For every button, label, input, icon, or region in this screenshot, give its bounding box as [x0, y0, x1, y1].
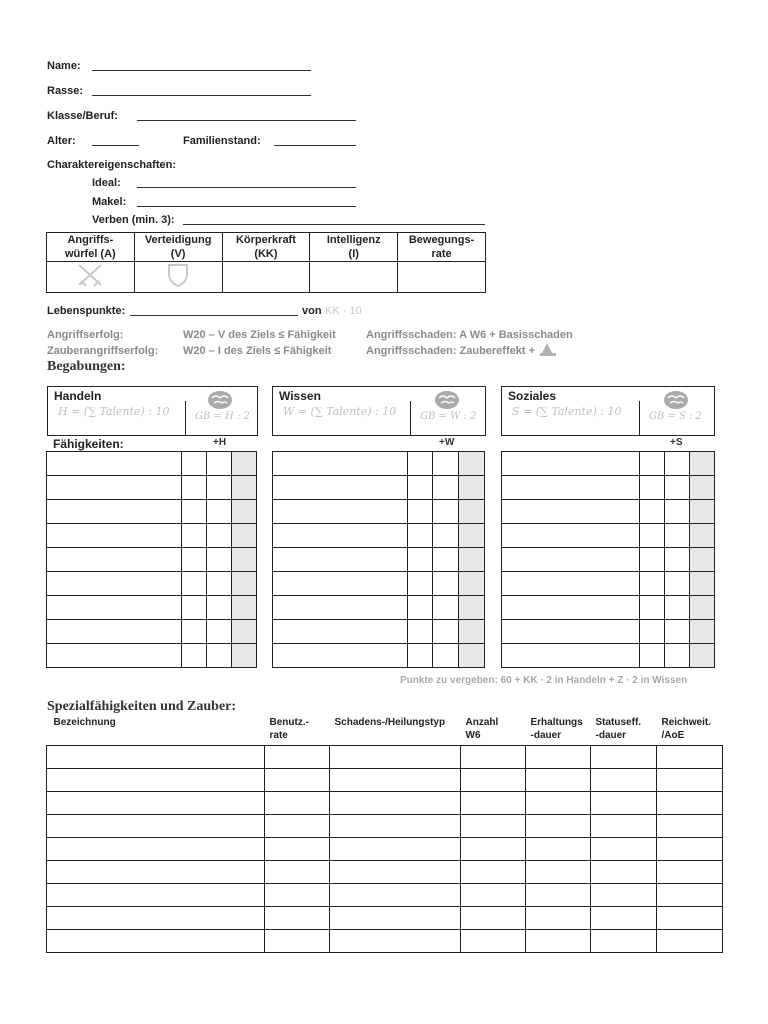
special-col-status: Statuseff. -dauer	[595, 717, 642, 741]
spell-success-label: Zauberangriffserfolg:	[47, 345, 159, 357]
brain-icon	[433, 389, 461, 411]
talent-formula-soziales: S = (∑ Talente) : 10	[512, 405, 622, 418]
skill-name-cell[interactable]	[47, 524, 182, 548]
flaw-label: Makel:	[92, 196, 127, 208]
skill-value-cell[interactable]	[432, 644, 459, 668]
skill-name-cell[interactable]	[502, 596, 640, 620]
brain-icon	[206, 389, 234, 411]
brain-icon	[662, 389, 690, 411]
skill-value-cell[interactable]	[206, 572, 232, 596]
skill-name-cell[interactable]	[47, 500, 182, 524]
special-col-damage-type: Schadens-/Heilungstyp	[334, 717, 446, 728]
skill-value-cell[interactable]	[459, 596, 485, 620]
skill-value-cell[interactable]	[664, 644, 690, 668]
skill-value-cell[interactable]	[206, 476, 232, 500]
special-header-row	[47, 714, 723, 745]
crossed-swords-icon	[75, 262, 105, 288]
special-cell[interactable]	[591, 814, 657, 837]
skill-value-cell[interactable]	[690, 500, 715, 524]
skill-row	[502, 596, 715, 620]
attr-movement-cell[interactable]	[398, 262, 486, 293]
skill-name-cell[interactable]	[502, 524, 640, 548]
wizard-hat-icon	[540, 342, 556, 357]
talent-box-wissen	[272, 386, 486, 436]
skill-row	[47, 572, 257, 596]
special-cell[interactable]	[47, 883, 265, 906]
traits-label: Charaktereigenschaften:	[47, 159, 176, 171]
name-field[interactable]	[92, 70, 311, 71]
special-cell[interactable]	[591, 791, 657, 814]
skill-row	[273, 500, 485, 524]
skills-table-wissen	[272, 451, 485, 668]
talent-box-soziales	[501, 386, 715, 436]
special-cell[interactable]	[657, 837, 723, 860]
talent-title-handeln: Handeln	[54, 389, 102, 403]
skill-value-cell[interactable]	[459, 452, 485, 476]
skill-value-cell[interactable]	[232, 572, 257, 596]
skill-value-cell[interactable]	[459, 620, 485, 644]
special-cell[interactable]	[657, 860, 723, 883]
skill-name-cell[interactable]	[273, 452, 408, 476]
special-cell[interactable]	[330, 906, 461, 929]
skill-value-cell[interactable]	[432, 476, 459, 500]
skill-row	[273, 452, 485, 476]
special-cell[interactable]	[526, 814, 591, 837]
skill-name-cell[interactable]	[502, 476, 640, 500]
skills-label: Fähigkeiten:	[53, 437, 124, 451]
skill-value-cell[interactable]	[182, 548, 207, 572]
special-cell[interactable]	[265, 906, 330, 929]
name-label: Name:	[47, 60, 81, 72]
special-cell[interactable]	[526, 906, 591, 929]
skill-value-cell[interactable]	[690, 452, 715, 476]
skill-value-cell[interactable]	[182, 500, 207, 524]
age-label: Alter:	[47, 135, 76, 147]
skill-name-cell[interactable]	[502, 572, 640, 596]
special-cell[interactable]	[591, 837, 657, 860]
special-cell[interactable]	[591, 768, 657, 791]
skill-row	[47, 644, 257, 668]
skill-value-cell[interactable]	[459, 500, 485, 524]
skill-row	[47, 476, 257, 500]
special-cell[interactable]	[265, 929, 330, 952]
special-cell[interactable]	[461, 906, 526, 929]
skill-row	[502, 572, 715, 596]
skill-value-cell[interactable]	[640, 548, 665, 572]
special-col-dice: Anzahl W6	[465, 717, 499, 741]
special-col-usage: Benutz.- rate	[269, 717, 309, 741]
skills-table-soziales	[501, 451, 715, 668]
skill-value-cell[interactable]	[232, 500, 257, 524]
attack-success-formula: W20 – V des Ziels ≤ Fähigkeit	[183, 329, 336, 341]
skill-value-cell[interactable]	[664, 596, 690, 620]
attr-header-intelligence: Intelligenz (I)	[310, 233, 398, 262]
skill-value-cell[interactable]	[432, 500, 459, 524]
attr-defense-cell[interactable]	[134, 262, 222, 293]
skill-row	[273, 644, 485, 668]
race-label: Rasse:	[47, 85, 84, 97]
special-cell[interactable]	[330, 929, 461, 952]
skill-row	[502, 548, 715, 572]
skill-value-cell[interactable]	[664, 452, 690, 476]
ideal-field[interactable]	[137, 187, 356, 188]
special-cell[interactable]	[330, 883, 461, 906]
special-cell[interactable]	[461, 883, 526, 906]
skill-value-cell[interactable]	[432, 524, 459, 548]
special-cell[interactable]	[526, 768, 591, 791]
life-von: von	[302, 305, 322, 317]
special-cell[interactable]	[461, 860, 526, 883]
skill-value-cell[interactable]	[640, 620, 665, 644]
special-cell[interactable]	[461, 837, 526, 860]
skill-value-cell[interactable]	[664, 620, 690, 644]
skill-row	[502, 500, 715, 524]
skill-value-cell[interactable]	[408, 572, 433, 596]
skill-row	[273, 476, 485, 500]
special-cell[interactable]	[330, 768, 461, 791]
skill-value-cell[interactable]	[640, 524, 665, 548]
skill-row	[273, 524, 485, 548]
special-cell[interactable]	[526, 791, 591, 814]
skill-value-cell[interactable]	[232, 548, 257, 572]
life-field[interactable]	[130, 315, 298, 316]
special-cell[interactable]	[265, 837, 330, 860]
shield-icon	[165, 262, 191, 288]
skill-value-cell[interactable]	[640, 644, 665, 668]
talent-gb-wissen: GB = W : 2	[420, 411, 477, 422]
special-cell[interactable]	[47, 745, 265, 768]
special-row	[47, 906, 723, 929]
skill-value-cell[interactable]	[432, 620, 459, 644]
skill-value-cell[interactable]	[206, 500, 232, 524]
skill-value-cell[interactable]	[664, 524, 690, 548]
skill-name-cell[interactable]	[502, 500, 640, 524]
skill-row	[47, 596, 257, 620]
skill-name-cell[interactable]	[273, 644, 408, 668]
attr-header-movement: Bewegungs- rate	[398, 233, 486, 262]
skill-name-cell[interactable]	[502, 644, 640, 668]
special-row	[47, 929, 723, 952]
skill-value-cell[interactable]	[459, 548, 485, 572]
skills-table-handeln	[46, 451, 257, 668]
special-cell[interactable]	[461, 929, 526, 952]
talent-formula-wissen: W = (∑ Talente) : 10	[283, 405, 397, 418]
attr-header-attack: Angriffs- würfel (A)	[47, 233, 135, 262]
talent-box-handeln	[47, 386, 258, 436]
plus-h: +H	[213, 437, 227, 448]
talent-formula-handeln: H = (∑ Talente) : 10	[58, 405, 170, 418]
points-note: Punkte zu vergeben: 60 + KK · 2 in Handeln + Z · 2 in Wissen	[400, 675, 688, 686]
skill-name-cell[interactable]	[47, 452, 182, 476]
skill-value-cell[interactable]	[182, 452, 207, 476]
skill-value-cell[interactable]	[459, 644, 485, 668]
spell-damage: Angriffsschaden: Zaubereffekt +	[366, 345, 536, 357]
special-cell[interactable]	[526, 883, 591, 906]
skill-value-cell[interactable]	[690, 548, 715, 572]
skill-value-cell[interactable]	[432, 548, 459, 572]
special-row	[47, 814, 723, 837]
skill-value-cell[interactable]	[232, 476, 257, 500]
skill-value-cell[interactable]	[408, 476, 433, 500]
skill-value-cell[interactable]	[408, 644, 433, 668]
special-cell[interactable]	[47, 768, 265, 791]
skill-value-cell[interactable]	[408, 452, 433, 476]
skill-row	[273, 572, 485, 596]
skill-value-cell[interactable]	[640, 452, 665, 476]
skill-row	[47, 620, 257, 644]
special-cell[interactable]	[526, 929, 591, 952]
class-field[interactable]	[137, 120, 356, 121]
skill-row	[47, 548, 257, 572]
special-cell[interactable]	[591, 745, 657, 768]
attr-header-strength: Körperkraft (KK)	[222, 233, 310, 262]
attr-intelligence-cell[interactable]	[310, 262, 398, 293]
talent-divider	[410, 401, 411, 435]
special-row	[47, 745, 723, 768]
skill-value-cell[interactable]	[232, 524, 257, 548]
skill-value-cell[interactable]	[459, 572, 485, 596]
skill-name-cell[interactable]	[502, 548, 640, 572]
talent-gb-handeln: GB = H : 2	[195, 411, 250, 422]
skill-value-cell[interactable]	[432, 452, 459, 476]
skill-value-cell[interactable]	[690, 644, 715, 668]
skill-value-cell[interactable]	[408, 596, 433, 620]
skill-value-cell[interactable]	[664, 548, 690, 572]
skill-value-cell[interactable]	[640, 476, 665, 500]
skill-value-cell[interactable]	[664, 476, 690, 500]
special-row	[47, 837, 723, 860]
special-cell[interactable]	[265, 745, 330, 768]
skill-value-cell[interactable]	[408, 548, 433, 572]
skill-value-cell[interactable]	[690, 620, 715, 644]
special-cell[interactable]	[591, 906, 657, 929]
skill-value-cell[interactable]	[664, 500, 690, 524]
skill-value-cell[interactable]	[182, 620, 207, 644]
talent-divider	[185, 401, 186, 435]
skill-value-cell[interactable]	[432, 572, 459, 596]
skill-value-cell[interactable]	[640, 500, 665, 524]
attr-attack-cell[interactable]	[47, 262, 135, 293]
skill-name-cell[interactable]	[273, 572, 408, 596]
special-cell[interactable]	[265, 791, 330, 814]
special-cell[interactable]	[47, 837, 265, 860]
skill-row	[273, 548, 485, 572]
verbs-field[interactable]	[183, 224, 485, 225]
skill-value-cell[interactable]	[690, 572, 715, 596]
skill-name-cell[interactable]	[273, 596, 408, 620]
special-cell[interactable]	[265, 768, 330, 791]
skill-row	[47, 452, 257, 476]
age-field[interactable]	[92, 145, 139, 146]
skill-value-cell[interactable]	[690, 596, 715, 620]
special-cell[interactable]	[657, 745, 723, 768]
skill-name-cell[interactable]	[273, 476, 408, 500]
plus-s: +S	[670, 437, 683, 448]
special-cell[interactable]	[461, 814, 526, 837]
special-cell[interactable]	[526, 837, 591, 860]
skill-row	[502, 524, 715, 548]
skill-value-cell[interactable]	[206, 620, 232, 644]
special-cell[interactable]	[47, 906, 265, 929]
attack-damage: Angriffsschaden: A W6 + Basisschaden	[366, 329, 573, 341]
skill-value-cell[interactable]	[432, 596, 459, 620]
skill-name-cell[interactable]	[273, 524, 408, 548]
special-cell[interactable]	[526, 745, 591, 768]
skill-row	[502, 620, 715, 644]
talents-heading: Begabungen:	[47, 359, 126, 374]
attributes-table	[46, 232, 486, 293]
attack-success-label: Angriffserfolg:	[47, 329, 124, 341]
special-cell[interactable]	[47, 860, 265, 883]
special-cell[interactable]	[265, 883, 330, 906]
skill-value-cell[interactable]	[640, 596, 665, 620]
special-cell[interactable]	[47, 791, 265, 814]
special-row	[47, 883, 723, 906]
race-field[interactable]	[92, 95, 311, 96]
special-cell[interactable]	[657, 814, 723, 837]
special-row	[47, 791, 723, 814]
special-cell[interactable]	[461, 768, 526, 791]
skill-value-cell[interactable]	[408, 500, 433, 524]
attr-header-defense: Verteidigung (V)	[134, 233, 222, 262]
family-label: Familienstand:	[183, 135, 261, 147]
special-cell[interactable]	[657, 768, 723, 791]
special-cell[interactable]	[591, 929, 657, 952]
skill-value-cell[interactable]	[232, 452, 257, 476]
special-cell[interactable]	[330, 860, 461, 883]
special-cell[interactable]	[330, 837, 461, 860]
skill-row	[502, 452, 715, 476]
skill-value-cell[interactable]	[182, 572, 207, 596]
skill-value-cell[interactable]	[690, 524, 715, 548]
skill-value-cell[interactable]	[182, 524, 207, 548]
skill-value-cell[interactable]	[182, 644, 207, 668]
special-cell[interactable]	[657, 906, 723, 929]
skill-name-cell[interactable]	[47, 572, 182, 596]
class-label: Klasse/Beruf:	[47, 110, 118, 122]
special-cell[interactable]	[591, 860, 657, 883]
skill-value-cell[interactable]	[182, 596, 207, 620]
special-cell[interactable]	[265, 814, 330, 837]
talent-title-soziales: Soziales	[508, 389, 557, 403]
skill-value-cell[interactable]	[408, 620, 433, 644]
skill-value-cell[interactable]	[664, 572, 690, 596]
spell-success-formula: W20 – I des Ziels ≤ Fähigkeit	[183, 345, 332, 357]
skill-name-cell[interactable]	[47, 596, 182, 620]
skill-name-cell[interactable]	[502, 452, 640, 476]
skill-row	[502, 644, 715, 668]
verbs-label: Verben (min. 3):	[92, 214, 175, 226]
skill-value-cell[interactable]	[459, 524, 485, 548]
life-label: Lebenspunkte:	[47, 305, 126, 317]
skill-name-cell[interactable]	[47, 548, 182, 572]
special-col-range: Reichweit. /AoE	[661, 717, 711, 741]
skill-value-cell[interactable]	[408, 524, 433, 548]
family-field[interactable]	[274, 145, 356, 146]
skill-value-cell[interactable]	[232, 620, 257, 644]
special-row	[47, 768, 723, 791]
skill-value-cell[interactable]	[206, 644, 232, 668]
skill-name-cell[interactable]	[273, 548, 408, 572]
special-heading: Spezialfähigkeiten und Zauber:	[47, 699, 237, 714]
attr-strength-cell[interactable]	[222, 262, 310, 293]
skill-name-cell[interactable]	[47, 620, 182, 644]
life-formula: KK · 10	[325, 305, 362, 317]
special-cell[interactable]	[526, 860, 591, 883]
skill-name-cell[interactable]	[273, 620, 408, 644]
skill-value-cell[interactable]	[206, 548, 232, 572]
skill-name-cell[interactable]	[273, 500, 408, 524]
special-col-duration: Erhaltungs -dauer	[530, 717, 583, 741]
skill-row	[273, 620, 485, 644]
skill-value-cell[interactable]	[206, 524, 232, 548]
special-cell[interactable]	[265, 860, 330, 883]
talent-title-wissen: Wissen	[279, 389, 321, 403]
special-cell[interactable]	[461, 745, 526, 768]
skill-value-cell[interactable]	[640, 572, 665, 596]
skill-row	[47, 500, 257, 524]
special-cell[interactable]	[47, 929, 265, 952]
skill-row	[502, 476, 715, 500]
ideal-label: Ideal:	[92, 177, 121, 189]
special-cell[interactable]	[657, 883, 723, 906]
skill-value-cell[interactable]	[690, 476, 715, 500]
skill-value-cell[interactable]	[182, 476, 207, 500]
skill-row	[47, 524, 257, 548]
skill-name-cell[interactable]	[47, 644, 182, 668]
talent-gb-soziales: GB = S : 2	[649, 411, 703, 422]
flaw-field[interactable]	[137, 206, 356, 207]
skill-value-cell[interactable]	[232, 596, 257, 620]
plus-w: +W	[439, 437, 455, 448]
special-cell[interactable]	[657, 791, 723, 814]
special-cell[interactable]	[591, 883, 657, 906]
skill-name-cell[interactable]	[502, 620, 640, 644]
special-table	[46, 714, 723, 953]
skill-row	[273, 596, 485, 620]
special-col-name: Bezeichnung	[53, 717, 116, 728]
skill-value-cell[interactable]	[206, 452, 232, 476]
special-cell[interactable]	[330, 791, 461, 814]
special-cell[interactable]	[47, 814, 265, 837]
talent-divider	[639, 401, 640, 435]
special-cell[interactable]	[330, 814, 461, 837]
skill-value-cell[interactable]	[206, 596, 232, 620]
special-cell[interactable]	[657, 929, 723, 952]
special-cell[interactable]	[330, 745, 461, 768]
special-cell[interactable]	[461, 791, 526, 814]
skill-name-cell[interactable]	[47, 476, 182, 500]
skill-value-cell[interactable]	[232, 644, 257, 668]
skill-value-cell[interactable]	[459, 476, 485, 500]
special-row	[47, 860, 723, 883]
